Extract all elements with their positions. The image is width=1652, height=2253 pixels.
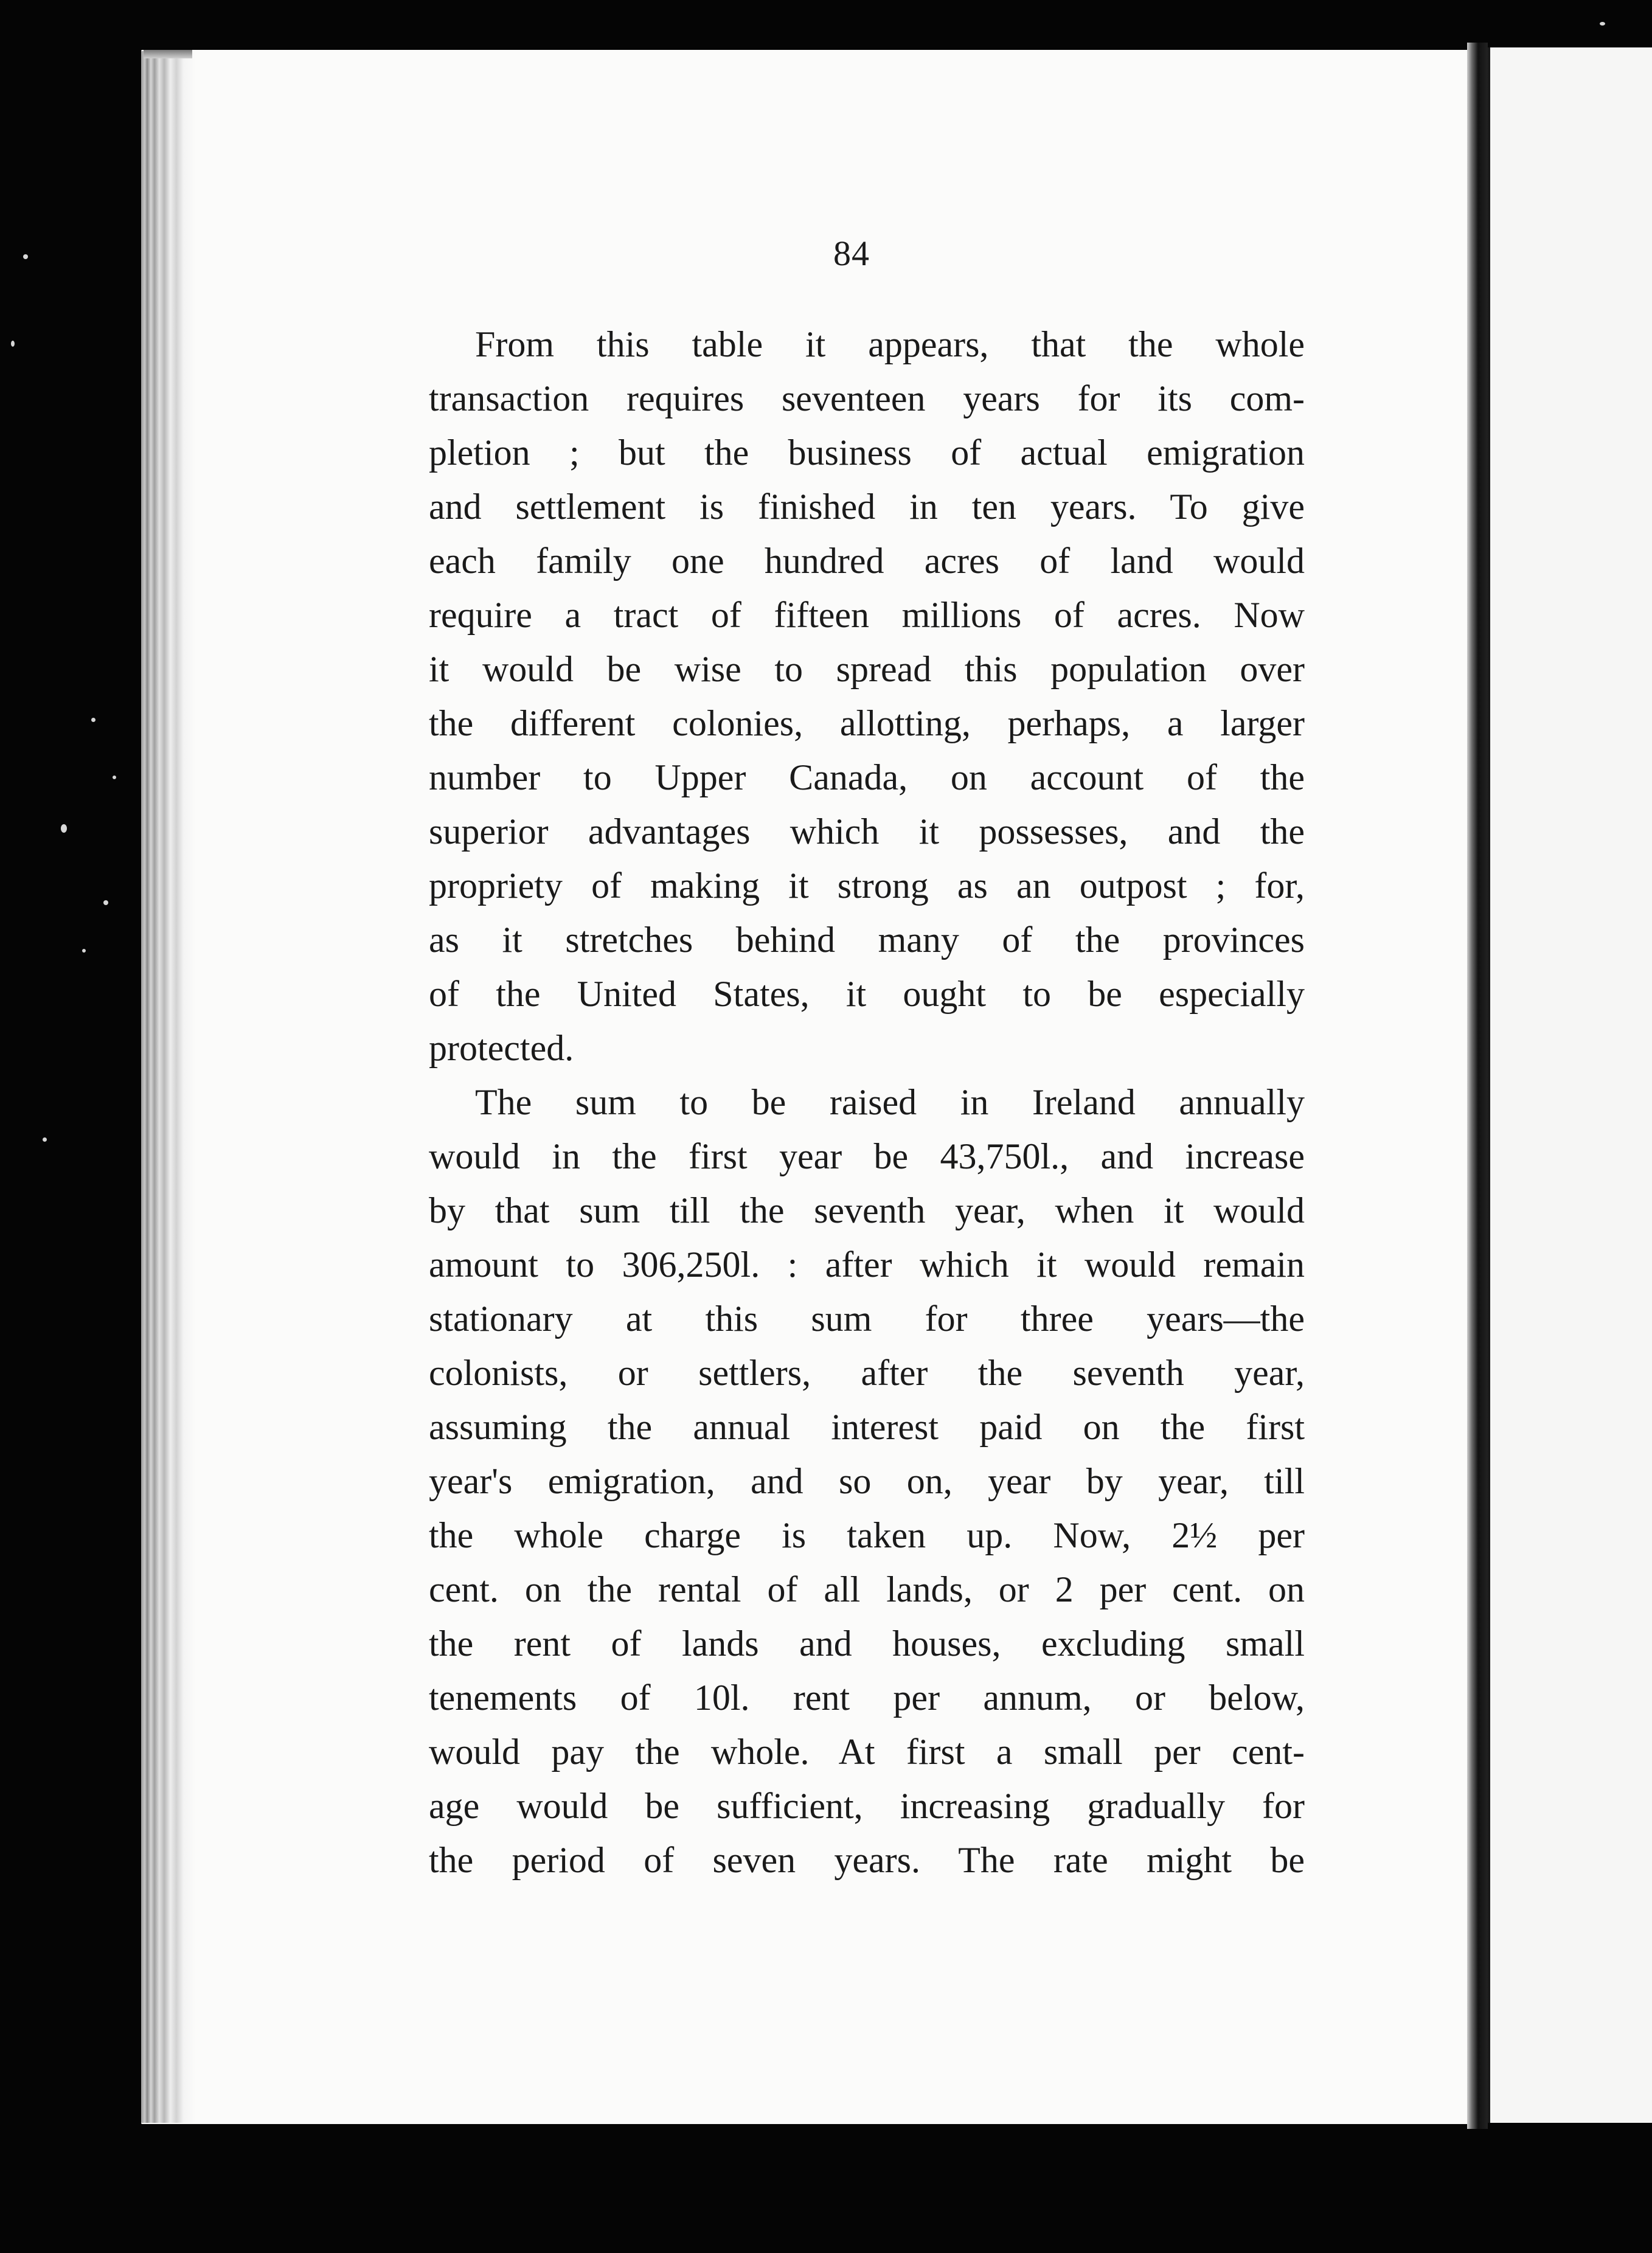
text-line: by that sum till the seventh year, when it would [429, 1190, 1305, 1231]
scan-speck [1600, 22, 1605, 26]
text-line: the rent of lands and houses, excluding small [429, 1623, 1305, 1664]
text-line: as it stretches behind many of the provinces [429, 920, 1305, 960]
text-line: would pay the whole. At first a small per cent- [429, 1732, 1305, 1772]
text-line: cent. on the rental of all lands, or 2 per cent. on [429, 1569, 1305, 1609]
text-line: stationary at this sum for three years—the [429, 1299, 1305, 1339]
text-line: superior advantages which it possesses, and the [429, 811, 1305, 852]
scan-speck [11, 341, 15, 347]
text-line: assuming the annual interest paid on the first [429, 1407, 1305, 1447]
text-line: transaction requires seventeen years for its com- [429, 378, 1305, 418]
text-line: of the United States, it ought to be especially [429, 974, 1305, 1014]
text-line: amount to 306,250l. : after which it would remain [429, 1245, 1305, 1285]
scan-speck [61, 824, 67, 833]
text-line: colonists, or settlers, after the seventh year, [429, 1353, 1305, 1393]
body-text [429, 318, 1305, 1887]
page-edge-stack [141, 51, 196, 2123]
text-line: it would be wise to spread this population over [429, 649, 1305, 689]
scan-speck [23, 254, 28, 259]
text-line: each family one hundred acres of land would [429, 541, 1305, 581]
text-line: The sum to be raised in Ireland annually [475, 1082, 1305, 1122]
text-line: require a tract of fifteen millions of acres. Now [429, 595, 1305, 635]
text-line: number to Upper Canada, on account of the [429, 757, 1305, 797]
scan-speck [43, 1137, 47, 1142]
page-edge-top [144, 50, 192, 58]
text-line: protected. [429, 1028, 574, 1068]
text-line: the different colonies, allotting, perhaps, a larger [429, 703, 1305, 743]
text-line: year's emigration, and so on, year by year, till [429, 1461, 1305, 1501]
text-line: From this table it appears, that the whole [475, 324, 1305, 364]
scan-speck [82, 949, 86, 953]
scan-speck [113, 776, 116, 779]
text-line: would in the first year be 43,750l., and increase [429, 1136, 1305, 1176]
paragraph-2 [429, 1075, 1305, 1887]
paragraph-1 [429, 318, 1305, 1075]
adjacent-page [1488, 47, 1652, 2123]
scan-speck [103, 900, 108, 905]
book-gutter [1467, 43, 1488, 2129]
scan-speck [91, 718, 95, 722]
text-line: the whole charge is taken up. Now, 2½ per [429, 1515, 1305, 1555]
text-line: and settlement is finished in ten years. To give [429, 487, 1305, 527]
text-line: pletion ; but the business of actual emigration [429, 432, 1305, 473]
text-line: propriety of making it strong as an outpost ; for, [429, 866, 1305, 906]
text-line: age would be sufficient, increasing gradually for [429, 1786, 1305, 1826]
page-number: 84 [833, 234, 870, 273]
text-line: tenements of 10l. rent per annum, or below, [429, 1678, 1305, 1718]
text-line: the period of seven years. The rate might be [429, 1840, 1305, 1880]
